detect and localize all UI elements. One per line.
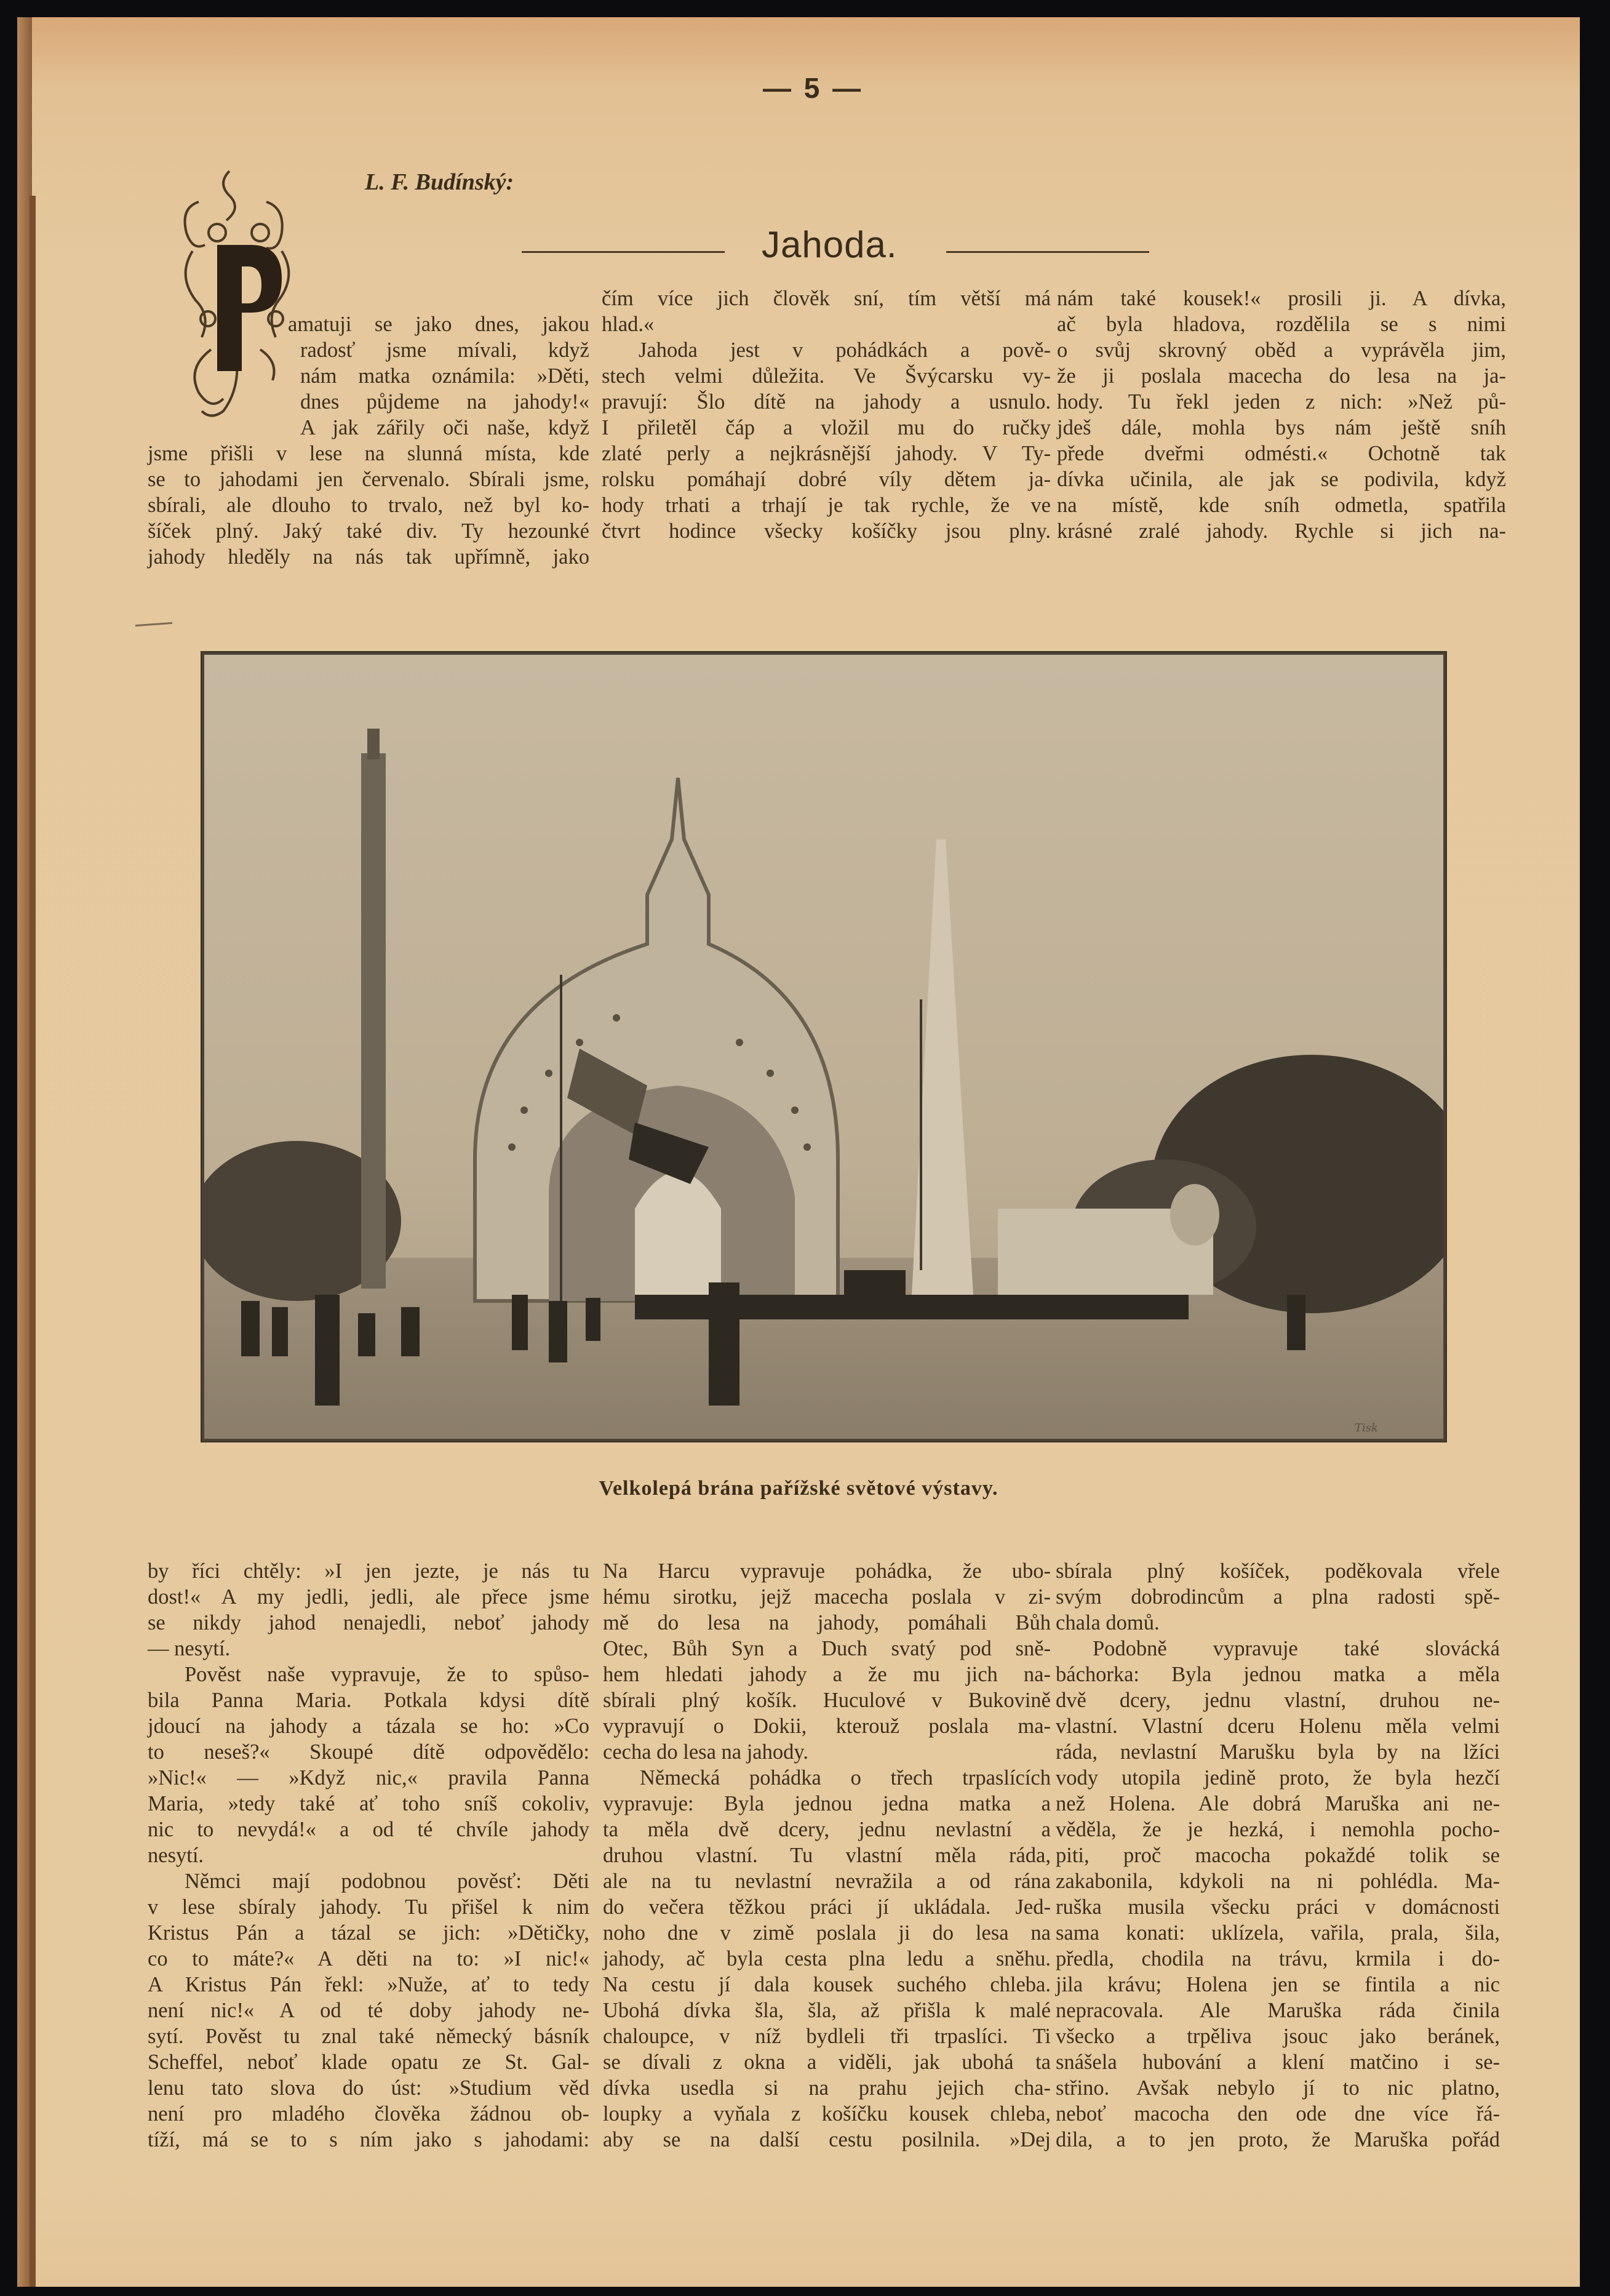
text-line: jahody hleděly na nás tak upřímně, jako — [148, 545, 589, 569]
text-line: Na Harcu vypravuje pohádka, že ubo- — [603, 1559, 1051, 1583]
text-line: chaloupce, v níž bydleli tři trpaslíci. Ti — [603, 2025, 1051, 2048]
text-line: »Nic!« — »Když nic,« pravila Panna — [148, 1766, 589, 1790]
text-line: ráda, nevlastní Marušku byla by na lžíci — [1056, 1740, 1500, 1764]
svg-text:P: P — [174, 165, 175, 166]
bottom-column-2 — [603, 1558, 1051, 2153]
title-rule-right — [946, 251, 1149, 253]
text-line: vlastní. Vlastní dceru Holenu měla velmi — [1056, 1714, 1500, 1738]
text-line: A jak zářily oči naše, když — [300, 416, 589, 439]
text-line: nám také kousek!« prosili ji. A dívka, — [1057, 287, 1506, 310]
text-line: věděla, že je hezká, i nemohla pocho- — [1056, 1818, 1500, 1841]
text-line: svým dobrodincům a plna radosti spě- — [1056, 1585, 1500, 1609]
text-line: tíží, má se to s ním jako s jahodami: — [148, 2128, 589, 2151]
photo-caption: Velkolepá brána pařížské světové výstavy. — [599, 1477, 998, 1500]
text-line: Scheffel, neboť klade opatu ze St. Gal- — [148, 2050, 589, 2074]
text-line: ruška musila všecku práci v domácnosti — [1056, 1895, 1500, 1919]
text-line: ale na tu nevlastní nevražila a od rána — [603, 1870, 1051, 1893]
text-line: mě do lesa na jahody, pomáhali Bůh — [603, 1611, 1051, 1634]
text-line: ač byla hladova, rozdělila se s nimi — [1057, 313, 1506, 336]
text-line: krásné zralé jahody. Rychle si jich na- — [1057, 519, 1506, 543]
bottom-column-3 — [1056, 1558, 1500, 2153]
text-line: sytí. Pověst tu znal také německý básník — [148, 2025, 589, 2048]
text-line: hem hledati jahody a že mu jich na- — [603, 1663, 1051, 1686]
text-line: chala domů. — [1056, 1611, 1160, 1634]
text-line: dvě dcery, jednu vlastní, druhou ne- — [1056, 1689, 1500, 1712]
bottom-column-1 — [148, 1558, 589, 2153]
text-line: pravují: Šlo dítě na jahody a usnulo. — [602, 390, 1051, 414]
text-line: I přiletěl čáp a vložil mu do ručky — [602, 416, 1051, 439]
page-number: — 5 — — [763, 72, 864, 104]
article-title-row — [522, 223, 1125, 273]
text-line: hému sirotku, jejž macecha poslala v zi- — [603, 1585, 1051, 1609]
text-line: vypravuje: Byla jednou jedna matka a — [603, 1792, 1051, 1815]
text-line: to neseš?« Skoupé dítě odpovědělo: — [148, 1740, 589, 1764]
text-line: že ji poslala macecha do lesa na ja- — [1057, 364, 1506, 388]
text-line: ta měla dvě dcery, jednu nevlastní a — [603, 1818, 1051, 1841]
text-line: neboť macocha den ode dne více řá- — [1056, 2102, 1500, 2126]
text-line: do večera těžkou práci jí ukládala. Jed- — [603, 1895, 1051, 1919]
text-line: o svůj skrovný oběd a vyprávěla jim, — [1057, 338, 1506, 362]
text-line: loupky a vyňala z košíčku kousek chleba, — [603, 2102, 1051, 2126]
text-line: aby se na další cestu posilnila. »Dej — [603, 2128, 1051, 2151]
text-line: přede dveřmi odmésti.« Ochotně tak — [1057, 442, 1506, 465]
top-column-3 — [1057, 286, 1506, 544]
text-line: vypravují o Dokii, kterouž poslala ma- — [603, 1714, 1051, 1738]
text-line: jila krávu; Holena jen se fintila a nic — [1056, 1973, 1500, 1996]
text-line: sbírali, ale dlouho to trvalo, než byl ko- — [148, 494, 589, 517]
text-line: Pověst naše vypravuje, že to spůso- — [185, 1663, 589, 1686]
text-line: než Holena. Ale dobrá Maruška ani ne- — [1056, 1792, 1500, 1815]
text-line: — nesytí. — [148, 1637, 231, 1660]
text-line: Jahoda jest v pohádkách a pově- — [639, 338, 1051, 362]
top-column-1-first-lines — [288, 311, 589, 337]
text-line: dnes půjdeme na jahody!« — [300, 390, 589, 414]
text-line: Na cestu jí dala kousek suchého chleba. — [603, 1973, 1051, 1996]
text-line: nám matka oznámila: »Děti, — [300, 364, 589, 388]
text-line: všecko a trpěliva jsouc jako beránek, — [1056, 2025, 1500, 2048]
text-line: v lese sbíraly jahody. Tu přišel k nim — [148, 1895, 589, 1919]
text-line: hlad.« — [602, 313, 655, 336]
text-line: Podobně vypravuje také slovácká — [1093, 1637, 1500, 1660]
text-line: bila Panna Maria. Potkala kdysi dítě — [148, 1689, 589, 1712]
top-column-1-indented — [300, 337, 589, 441]
text-line: amatuji se jako dnes, jakou — [288, 313, 589, 336]
text-line: cecha do lesa na jahody. — [603, 1740, 808, 1764]
text-line: dost!« A my jedli, jedli, ale přece jsme — [148, 1585, 589, 1609]
text-line: lenu tato slova do úst: »Studium věd — [148, 2076, 589, 2100]
text-line: druhou vlastní. Tu vlastní měla ráda, — [603, 1844, 1051, 1867]
text-line: sbírala plný košíček, poděkovala vřele — [1056, 1559, 1500, 1583]
text-line: šíček plný. Jaký také div. Ty hezounké — [148, 519, 589, 543]
text-line: noho dne v zimě poslala ji do lesa na — [603, 1921, 1051, 1945]
text-line: sbírali plný košík. Huculové v Bukovině — [603, 1689, 1051, 1712]
text-line: nesytí. — [148, 1844, 204, 1867]
text-line: Ubohá dívka šla, šla, až přišla k malé — [603, 1999, 1051, 2022]
text-line: na místě, kde sníh odmetla, spatřila — [1057, 494, 1506, 517]
text-line: vody utopila jedině proto, že byla hezčí — [1056, 1766, 1500, 1790]
text-line: sama konati: uklízela, vařila, prala, šila, — [1056, 1921, 1500, 1945]
text-line: se dívali z okna a viděli, jak ubohá ta — [603, 2050, 1051, 2074]
top-column-2 — [602, 286, 1051, 544]
text-line: báchorka: Byla jednou matka a měla — [1056, 1663, 1500, 1686]
text-line: Kristus Pán a tázal se jich: »Dětičky, — [148, 1921, 589, 1945]
text-line: rolsku pomáhají dobré víly dětem ja- — [602, 468, 1051, 491]
svg-text:Tisk: Tisk — [1355, 1422, 1378, 1434]
text-line: hody trhati a trhají je tak rychle, že ve — [602, 494, 1051, 517]
title-rule-left — [522, 251, 725, 253]
text-line: dila, a to jen proto, že Maruška pořád — [1056, 2128, 1500, 2151]
top-column-1 — [148, 441, 589, 570]
text-line: se to jahodami jen červenalo. Sbírali jsme, — [148, 468, 589, 491]
text-line: není pro mladého člověka žádnou ob- — [148, 2102, 589, 2126]
article-title: Jahoda. — [762, 224, 898, 265]
text-line: čtvrt hodince všecky košíčky jsou plny. — [602, 519, 1051, 543]
text-line: jdeš dále, mohla bys nám ještě sníh — [1057, 416, 1506, 439]
paris-gate-image-icon — [204, 655, 1443, 1439]
stray-ink-mark — [135, 622, 172, 626]
text-line: Maria, »tedy také ať toho sníš cokoliv, — [148, 1792, 589, 1815]
text-line: jahody, ač byla cesta plna ledu a sněhu. — [603, 1947, 1051, 1970]
text-line: co to máte?« A děti na to: »I nic!« — [148, 1947, 589, 1970]
text-line: dívka učinila, ale jak se podivila, když — [1057, 468, 1506, 491]
text-line: hody. Tu řekl jeden z nich: »Než pů- — [1057, 390, 1506, 414]
text-line: předla, chodila na trávu, krmila i do- — [1056, 1947, 1500, 1970]
text-line: se nikdy jahod nenajedli, neboť jahody — [148, 1611, 589, 1634]
text-line: stech velmi důležita. Ve Švýcarsku vy- — [602, 364, 1051, 388]
text-line: jdoucí na jahody a tázala se ho: »Co — [148, 1714, 589, 1738]
text-line: nepracovala. Ale Maruška ráda činila — [1056, 1999, 1500, 2022]
text-line: zlaté perly a nejkrásnější jahody. V Ty- — [602, 442, 1051, 465]
magazine-page — [17, 17, 1580, 2287]
text-line: zakabonila, kdykoli na ni pohlédla. Ma- — [1056, 1870, 1500, 1893]
binding-edge — [30, 196, 36, 2287]
author-byline: L. F. Budínský: — [365, 169, 514, 195]
text-line: A Kristus Pán řekl: »Nuže, ať to tedy — [148, 1973, 589, 1996]
text-line: dívka usedla si na prahu jejich cha- — [603, 2076, 1051, 2100]
text-line: snášela hubování a klení matčino i se- — [1056, 2050, 1500, 2074]
text-line: Otec, Bůh Syn a Duch svatý pod sně- — [603, 1637, 1051, 1660]
text-line: radosť jsme mívali, když — [300, 338, 589, 362]
text-line: Německá pohádka o třech trpaslících — [640, 1766, 1051, 1790]
text-line: by říci chtěly: »I jen jezte, je nás tu — [148, 1559, 589, 1583]
text-line: Němci mají podobnou pověsť: Děti — [185, 1870, 589, 1893]
text-line: jsme přišli v lese na slunná místa, kde — [148, 442, 589, 465]
text-line: nic to nevydá!« a od té chvíle jahody — [148, 1818, 589, 1841]
text-line: čím více jich člověk sní, tím větší má — [602, 287, 1051, 310]
text-line: střino. Avšak nebylo jí to nic platno, — [1056, 2076, 1500, 2100]
ornamental-dropcap-icon — [174, 165, 303, 423]
text-line: piti, proč macocha pokaždé tolik se — [1056, 1844, 1500, 1867]
exhibition-gate-photo — [201, 651, 1447, 1442]
text-line: není nic!« A od té doby jahody ne- — [148, 1999, 589, 2022]
